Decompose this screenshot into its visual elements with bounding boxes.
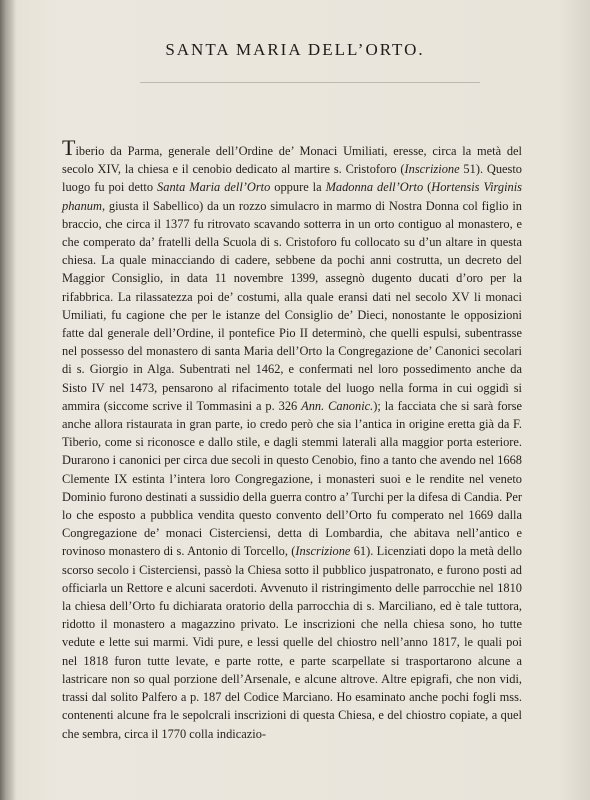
page-title: SANTA MARIA DELL’ORTO.: [165, 40, 425, 59]
italic-run: Ann. Canonic.: [301, 398, 374, 413]
italic-run: Inscrizione: [404, 162, 460, 177]
text-run: 51). Questo luogo fu poi detto: [62, 162, 522, 195]
italic-run: Inscrizione: [295, 544, 351, 559]
title-rule: [140, 82, 480, 83]
text-run: ); la facciata che si sarà forse anche allora ristaurata in gran parte, io credo però che sia l’antica in origine eretta già da F. Tiberio, come si riconosce e dallo stile, e dagli stemmi laterali alla maggior porta esteriore. Durarono i canonici per circa due secoli in questo Cenobio, fino a tanto che avendo nel 1668 Clemente IX estinta l’intera loro Congregazione, i monasteri suoi e le rendite nel veneto Dominio furono destinati a sussidio della guerra contro a’ Turchi per la difesa di Candia. Per lo che esposto a pubblica vendita questo convento dell’Orto fu comperato nel 1669 dalla Congregazione de’ monaci Cisterciensi, detta di Lombardia, che abitava nell’antico e rovinoso monastero di s. Antonio di Torcello, (: [62, 398, 522, 559]
italic-run: Hortensis Virginis phanum: [62, 180, 522, 213]
text-run: , giusta il Sabellico) da un rozzo simulacro in marmo di Nostra Donna col figlio in braccio, che circa il 1377 fu ritrovato scavando sotterra in un orto contiguo al monastero, e che comperato da’ fratelli della Scuola di s. Cristoforo fu collocato su d’un altare in questa chiesa. La quale minacciando di cadere, sebbene da pochi anni costrutta, un decreto del Maggior Consiglio, in data 11 novembre 1399, assegnò dugento ducati d’oro per la rifabbrica. La rilassatezza poi de’ costumi, alla quale eransi dati nel secolo XV li monaci Umiliati, fu cagione che per le istanze del Consiglio de’ Dieci, nonostante le opposizioni fatte dal generale dell’Ordine, il pontefice Pio II determinò, che quelli espulsi, subentrasse nel possesso del monastero di santa Maria dell’Orto la Congregazione de’ Canonici secolari di s. Giorgio in Alga. Subentrati nel 1462, e confermati nel loro possedimento anche da Sisto IV nel 1473, pensarono al rifacimento totale del luogo nella forma in cui oggidì si ammira (siccome scrive il Tommasini a p. 326: [62, 198, 522, 413]
text-run: (: [423, 180, 432, 195]
italic-run: Madonna dell’Orto: [325, 180, 424, 195]
text-run: oppure la: [270, 180, 326, 195]
body-text-runs: [62, 144, 522, 741]
drop-letter: T: [62, 135, 76, 160]
binding-shadow: [0, 0, 16, 800]
text-run: iberio da Parma, generale dell’Ordine de’ Monaci Umiliati, eresse, circa la metà del secolo XIV, la chiesa e il cenobio dedicato al martire s. Cristoforo (: [62, 144, 522, 177]
italic-run: Santa Maria dell’Orto: [157, 180, 271, 195]
text-run: 61). Licenziati dopo la metà dello scorso secolo i Cisterciensi, passò la Chiesa sotto il pubblico juspatronato, e furono posti ad officiarla un Rettore e alcuni sacerdoti. Avvenuto il ristringimento delle parrocchie nel 1810 la chiesa dell’Orto fu dichiarata oratorio della parrocchia di s. Marciliano, ed è tale tuttora, ridotto il monastero a magazzino privato. Le inscrizioni che nella chiesa sono, ho tutte vedute e lette sui marmi. Vidi pure, e lessi quelle del chiostro nell’anno 1817, le quali poi nel 1818 furon tutte levate, e parte rotte, e parte scarpellate si trasportarono alcune a lastricare non so qual porzione dell’Arsenale, e alcune altrove. Altre epigrafi, che non vidi, trassi dal solito Palfero a p. 187 del Codice Marciano. Ho esaminato anche pochi fogli mss. contenenti alcune fra le sepolcrali inscrizioni di questa Chiesa, e del chiostro copiate, a quel che sembra, circa il 1770 colla indicazio-: [62, 544, 522, 741]
body-paragraph: [62, 135, 522, 743]
